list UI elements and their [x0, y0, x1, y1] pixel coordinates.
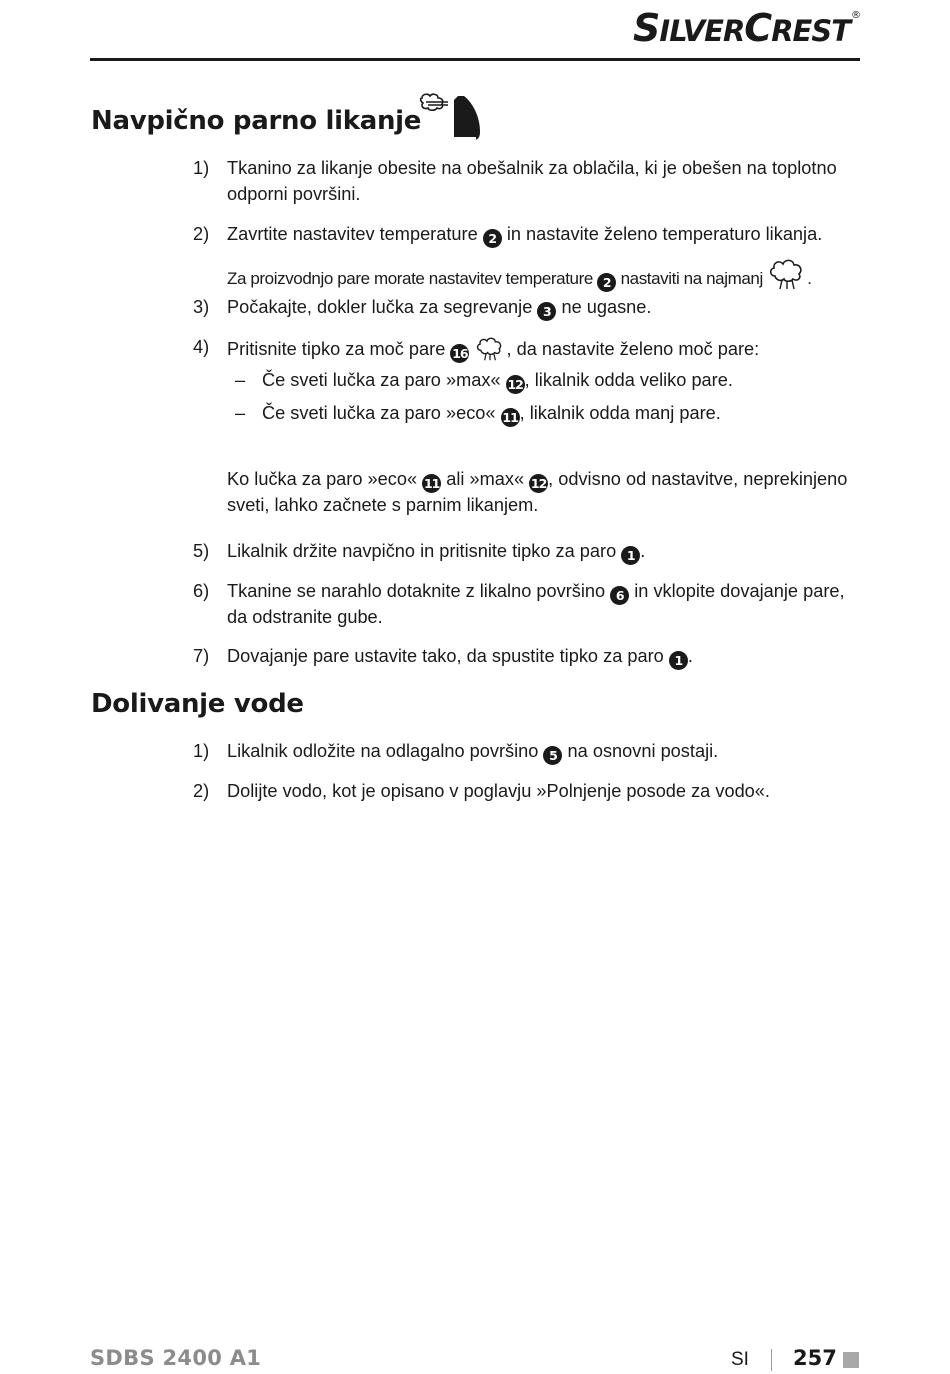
list-item: – Če sveti lučka za paro »max« 12, likalnik odda veliko pare. [235, 370, 733, 392]
callout-badge: 12 [507, 377, 523, 392]
callout-badge: 12 [530, 476, 547, 491]
step-note: Ko lučka za paro »eco« 11 ali »max« 12, odvisno od nastavitve, neprekinjeno sveti, lahko začnete s parnim likanjem. [227, 469, 848, 515]
footer-divider [771, 1349, 772, 1371]
footer-language: SI [731, 1349, 749, 1370]
steam-cloud-icon [474, 335, 506, 369]
callout-badge: 5 [543, 746, 562, 765]
callout-badge: 11 [502, 410, 518, 425]
steam-cloud-icon [767, 256, 807, 298]
brand-logo: SILVERCREST® [633, 6, 860, 50]
list-item: 5) Likalnik držite navpično in pritisnite tipko za paro 1 . [193, 541, 646, 563]
callout-badge: 16 [452, 346, 468, 361]
page-number: 257 [793, 1346, 837, 1370]
list-item: 1) Tkanino za likanje obesite na obešalnik za oblačila, ki je obešen na toplotno odporni površini. [193, 158, 837, 204]
list-item: 7) Dovajanje pare ustavite tako, da spustite tipko za paro 1 . [193, 646, 693, 668]
page-marker [843, 1352, 859, 1368]
list-item: 2) Dolijte vodo, kot je opisano v poglavju »Polnjenje posode za vodo«. [193, 781, 770, 801]
list-item: 4) Pritisnite tipko za moč pare 16 , da nastavite želeno moč pare: [193, 335, 868, 369]
callout-badge: 2 [483, 229, 502, 248]
section-title-refill-water: Dolivanje vode [91, 689, 304, 719]
list-item: – Če sveti lučka za paro »eco« 11, likalnik odda manj pare. [235, 403, 721, 425]
registered-mark: ® [851, 10, 860, 21]
callout-badge: 3 [537, 302, 556, 321]
callout-badge: 6 [610, 586, 629, 605]
callout-badge: 11 [423, 476, 440, 491]
footer-model: SDBS 2400 A1 [90, 1346, 262, 1370]
list-item: 3) Počakajte, dokler lučka za segrevanje 3 ne ugasne. [193, 297, 652, 319]
steam-burst-icon [418, 92, 450, 123]
section-title-vertical-steam: Navpično parno likanje [91, 106, 422, 136]
list-item: 2) Zavrtite nastavitev temperature 2 in nastavite želeno temperaturo likanja. [193, 224, 823, 246]
callout-badge: 1 [621, 546, 640, 565]
list-item: 1) Likalnik odložite na odlagalno površino 5 na osnovni postaji. [193, 741, 719, 763]
list-item: 6) Tkanine se narahlo dotaknite z likalno površino 6 in vklopite dovajanje pare, da odstranite gube. [193, 581, 845, 627]
header-rule [90, 58, 860, 61]
step-note: Za proizvodnjo pare morate nastavitev temperature 2 nastaviti na najmanj . [227, 256, 867, 298]
callout-badge: 1 [669, 651, 688, 670]
iron-icon [452, 94, 482, 147]
callout-badge: 2 [597, 273, 616, 292]
